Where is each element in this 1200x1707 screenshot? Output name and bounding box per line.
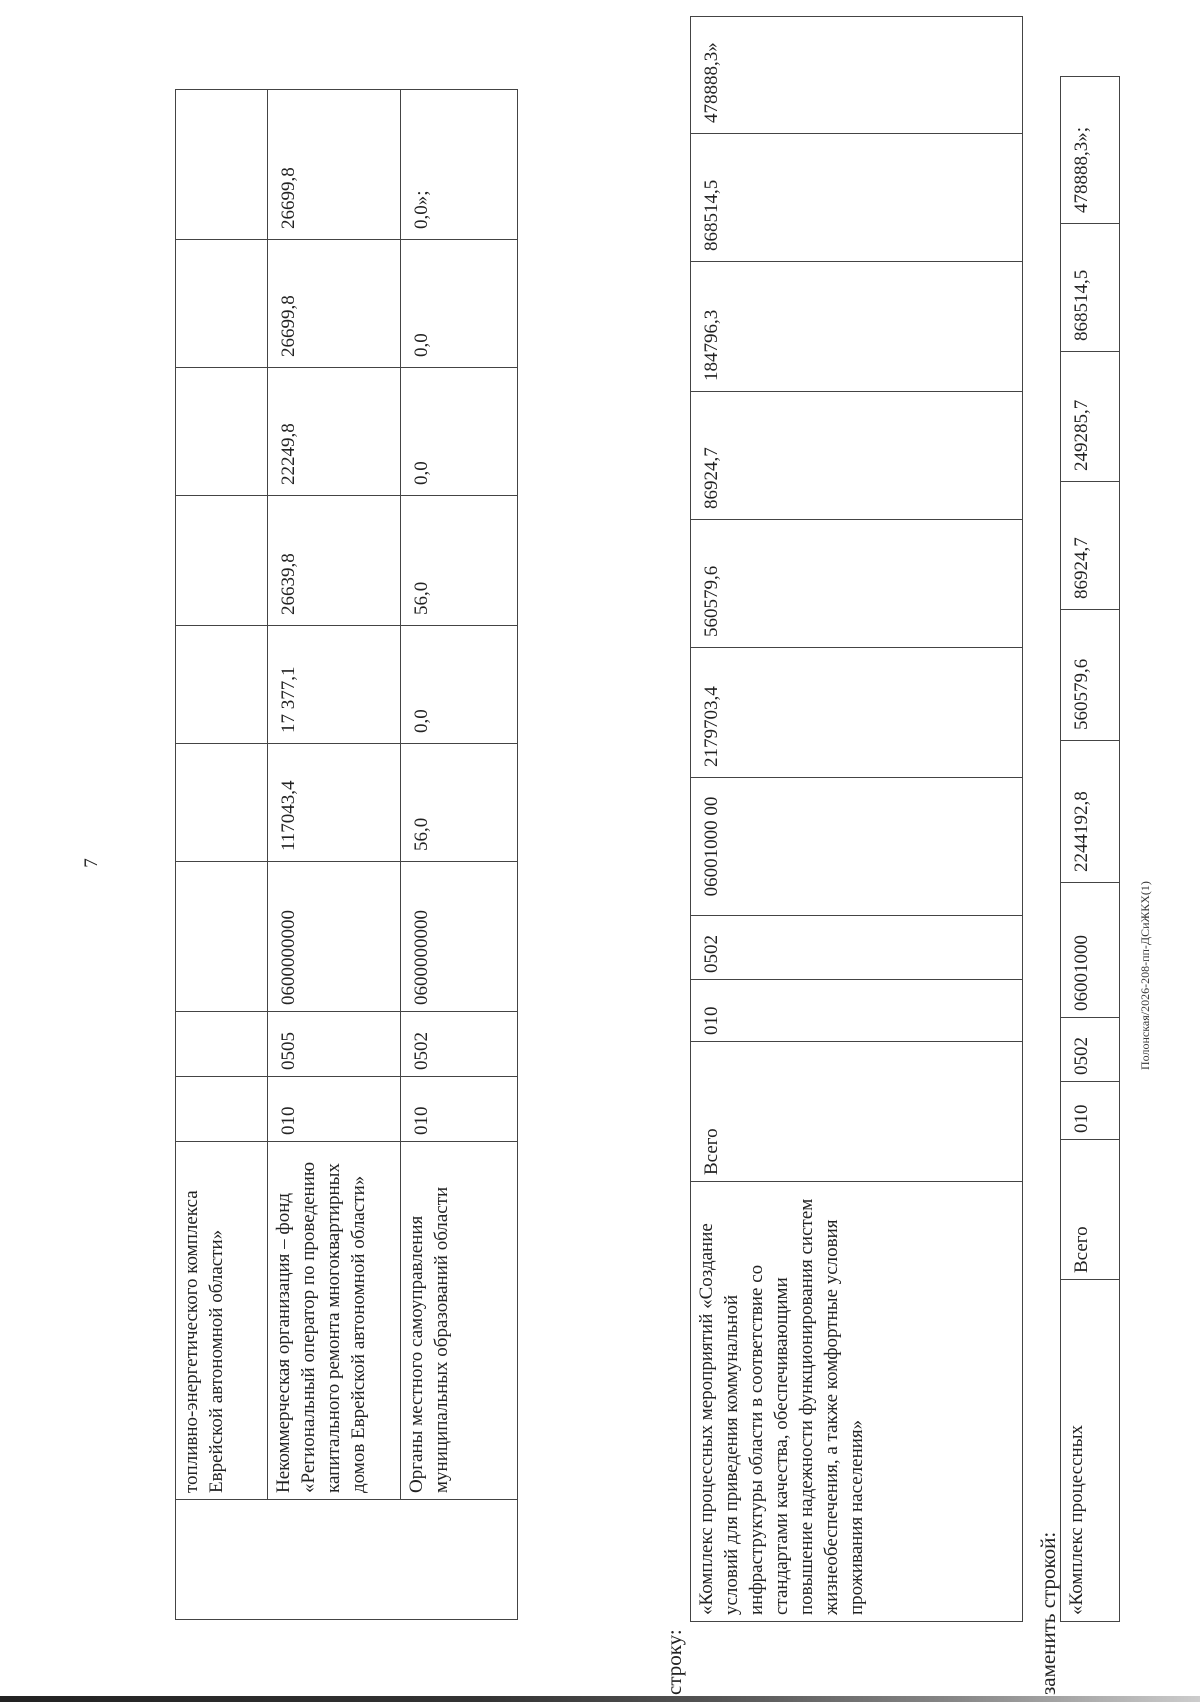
table-cell-value: 868514,5 [691,134,1023,262]
table-cell-code: 0600000000 [268,862,401,1012]
table-cell-value: 0,0 [401,240,518,368]
table-cell-name: топливно-энергетического комплекса Еврейской автономной области» [176,1142,268,1500]
footer-code: Полонская/2026-208-пп-ДСиЖКХ(1) [1138,881,1152,1070]
budget-table-old [690,16,1023,1622]
table-cell-value: 868514,5 [1061,224,1120,352]
table-old-wrap [690,16,1023,1622]
table-cell-value: 2244192,8 [1061,741,1120,883]
table-cell-value: 56,0 [401,744,518,862]
table-cell [176,90,268,240]
table-cell-code: 0505 [268,1012,401,1077]
table-cell-name: Некоммерческая организация – фонд «Региональный оператор по проведению капитального ремонта многоквартирных домов Еврейской автономной области» [268,1142,401,1500]
scan-edge-mark [0,1696,1200,1702]
table-cell-value: 478888,3» [691,17,1023,134]
table-cell-value: 117043,4 [268,744,401,862]
table-cell-code: 0600000000 [401,862,518,1012]
table-cell [176,862,268,1012]
table-cell-value: 86924,7 [691,392,1023,520]
table-cell-value: 17 377,1 [268,626,401,744]
table-cell-code: 06001000 [1061,883,1120,1018]
label-stroku: строку: [662,1629,686,1695]
table-cell-value: 26639,8 [268,496,401,626]
table-cell-value: 86924,7 [1061,482,1120,610]
table-cell-value: 560579,6 [691,520,1023,648]
table-cell-value: 560579,6 [1061,610,1120,741]
table-cell [176,1077,268,1142]
table-cell-code: 010 [268,1077,401,1142]
table-row [401,90,518,1620]
page-number: 7 [81,858,102,868]
label-zamenit: заменить строкой: [1036,1531,1060,1695]
table-cell-value: 2179703,4 [691,648,1023,778]
table-cell-value: 249285,7 [1061,352,1120,482]
table-cell [176,626,268,744]
table-cell [176,496,268,626]
table-cell-type: Всего [691,1042,1023,1182]
table-cell-value: 0,0 [401,626,518,744]
table-row [691,17,1023,1622]
table-cell [176,240,268,368]
table-top-wrap [175,89,518,1620]
table-cell-value: 184796,3 [691,262,1023,392]
table-cell-code: 010 [401,1077,518,1142]
table-cell-value: 26699,8 [268,90,401,240]
table-cell-code: 010 [1061,1082,1120,1140]
table-cell-code: 0502 [691,916,1023,980]
table-cell-value: 56,0 [401,496,518,626]
table-cell-name: Органы местного самоуправления муниципальных образований области [401,1142,518,1500]
table-row [1061,77,1120,1622]
table-cell-value: 26699,8 [268,240,401,368]
table-cell-code: 0502 [401,1012,518,1077]
table-cell [176,1012,268,1077]
table-row [176,90,268,1620]
budget-table-new [1060,76,1120,1622]
table-cell-code: 06001000 00 [691,778,1023,916]
table-cell-value: 0,0»; [401,90,518,240]
table-cell-empty [176,1500,518,1620]
table-cell-type: Всего [1061,1140,1120,1280]
budget-table-top [175,89,518,1620]
table-row [268,90,401,1620]
table-cell [176,368,268,496]
table-new-wrap [1060,76,1120,1622]
table-cell-value: 478888,3»; [1061,77,1120,224]
table-cell-value: 0,0 [401,368,518,496]
table-cell [176,744,268,862]
table-cell-code: 010 [691,980,1023,1042]
table-cell-value: 22249,8 [268,368,401,496]
table-cell-name: «Комплекс процессных мероприятий «Создание условий для приведения коммунальной инфраструктуры области в соответствие со стандартами качества, обеспечивающими повышение надежности функционирования систем жизнеобеспечения, а также комфортные условия проживания населения» [691,1182,1023,1622]
table-cell-name: «Комплекс процессных [1061,1280,1120,1622]
table-cell-code: 0502 [1061,1018,1120,1082]
